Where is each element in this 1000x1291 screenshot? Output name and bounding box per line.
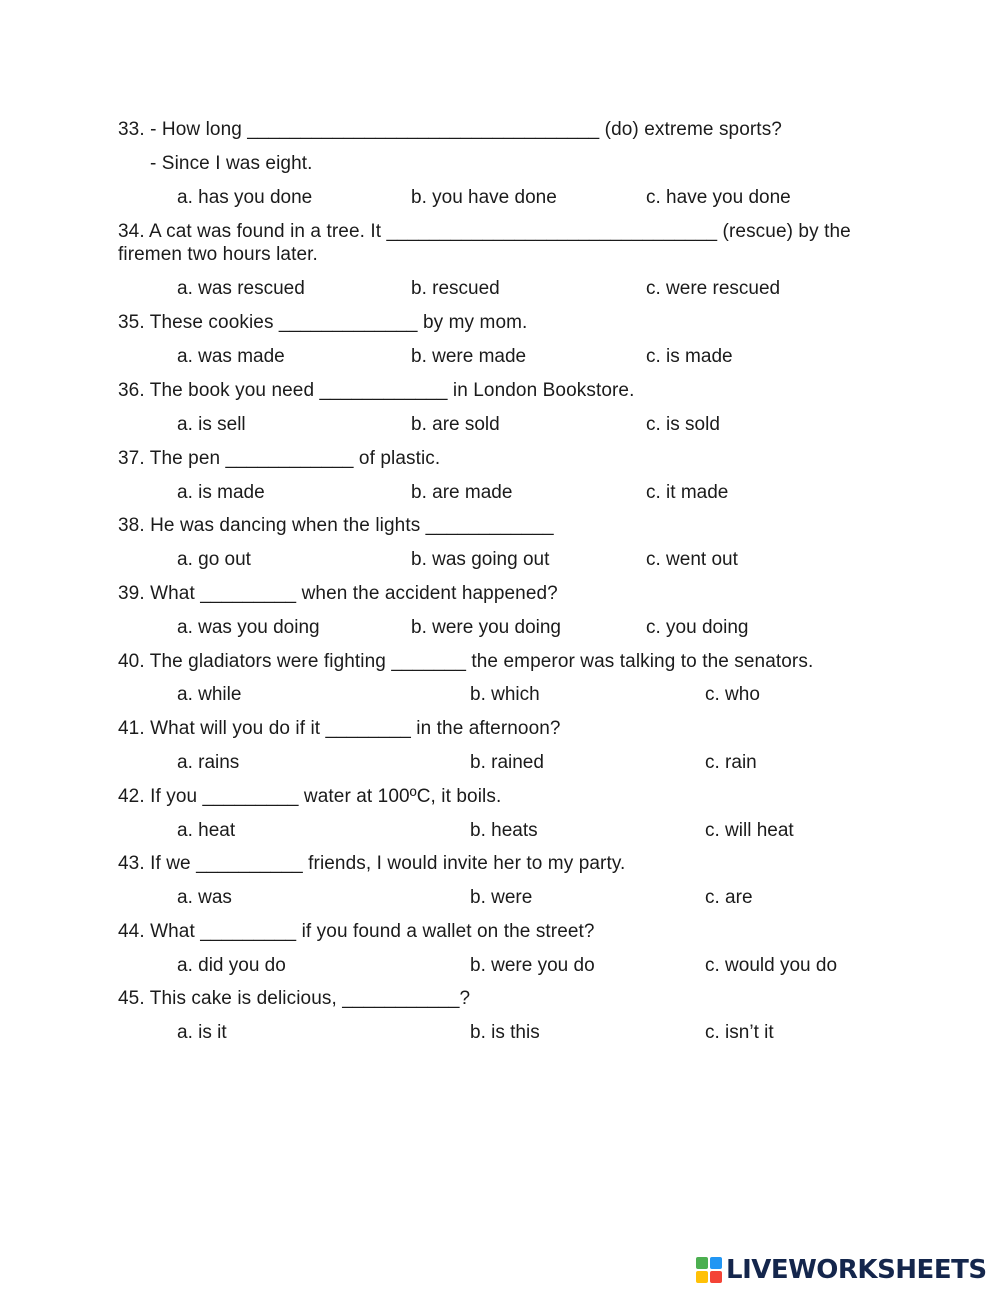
question-44-option-a[interactable]: a. did you do bbox=[177, 955, 286, 976]
question-38-option-c[interactable]: c. went out bbox=[646, 549, 738, 570]
question-37-stem: 37. The pen ____________ of plastic. bbox=[118, 448, 441, 469]
question-36-stem: 36. The book you need ____________ in London Bookstore. bbox=[118, 380, 635, 401]
question-40-option-a[interactable]: a. while bbox=[177, 684, 242, 705]
question-33-stem: 33. - How long _________________________________ (do) extreme sports? bbox=[118, 119, 782, 140]
question-43-option-b[interactable]: b. were bbox=[470, 887, 533, 908]
question-42-option-a[interactable]: a. heat bbox=[177, 820, 236, 841]
question-40-option-c[interactable]: c. who bbox=[705, 684, 760, 705]
question-38-option-b[interactable]: b. was going out bbox=[411, 549, 550, 570]
logo-block-green bbox=[696, 1257, 708, 1269]
liveworksheets-logo-icon bbox=[696, 1257, 722, 1283]
question-45-option-c[interactable]: c. isn’t it bbox=[705, 1022, 774, 1043]
question-36-option-c[interactable]: c. is sold bbox=[646, 414, 720, 435]
question-34-option-b[interactable]: b. rescued bbox=[411, 278, 500, 299]
question-44-option-c[interactable]: c. would you do bbox=[705, 955, 838, 976]
question-34-stem: 34. A cat was found in a tree. It _______________________________ (rescue) by the bbox=[118, 221, 851, 242]
question-34-stem-continued: firemen two hours later. bbox=[118, 244, 318, 265]
logo-block-yellow bbox=[696, 1271, 708, 1283]
question-38-stem: 38. He was dancing when the lights ____________ bbox=[118, 515, 554, 536]
question-33-answer-line: - Since I was eight. bbox=[150, 153, 313, 174]
question-36-option-a[interactable]: a. is sell bbox=[177, 414, 246, 435]
question-40-stem: 40. The gladiators were fighting _______ the emperor was talking to the senators. bbox=[118, 651, 814, 672]
question-38-option-a[interactable]: a. go out bbox=[177, 549, 251, 570]
logo-wordmark: LIVEWORKSHEETS bbox=[726, 1255, 987, 1285]
question-45-option-a[interactable]: a. is it bbox=[177, 1022, 227, 1043]
question-35-option-c[interactable]: c. is made bbox=[646, 346, 733, 367]
question-44-stem: 44. What _________ if you found a wallet on the street? bbox=[118, 921, 595, 942]
question-45-stem: 45. This cake is delicious, ___________? bbox=[118, 988, 471, 1009]
question-33-option-c[interactable]: c. have you done bbox=[646, 187, 791, 208]
question-42-option-b[interactable]: b. heats bbox=[470, 820, 538, 841]
question-41-stem: 41. What will you do if it ________ in the afternoon? bbox=[118, 718, 561, 739]
question-39-option-b[interactable]: b. were you doing bbox=[411, 617, 561, 638]
question-36-option-b[interactable]: b. are sold bbox=[411, 414, 500, 435]
question-41-option-c[interactable]: c. rain bbox=[705, 752, 757, 773]
liveworksheets-logo bbox=[696, 1255, 987, 1285]
question-40-option-b[interactable]: b. which bbox=[470, 684, 540, 705]
question-39-stem: 39. What _________ when the accident happened? bbox=[118, 583, 558, 604]
question-41-option-a[interactable]: a. rains bbox=[177, 752, 240, 773]
question-37-option-a[interactable]: a. is made bbox=[177, 482, 265, 503]
question-33-option-b[interactable]: b. you have done bbox=[411, 187, 557, 208]
logo-block-blue bbox=[710, 1257, 722, 1269]
question-35-stem: 35. These cookies _____________ by my mom. bbox=[118, 312, 528, 333]
question-37-option-c[interactable]: c. it made bbox=[646, 482, 729, 503]
question-39-option-c[interactable]: c. you doing bbox=[646, 617, 749, 638]
question-45-option-b[interactable]: b. is this bbox=[470, 1022, 540, 1043]
question-43-option-a[interactable]: a. was bbox=[177, 887, 232, 908]
question-44-option-b[interactable]: b. were you do bbox=[470, 955, 595, 976]
question-39-option-a[interactable]: a. was you doing bbox=[177, 617, 320, 638]
question-37-option-b[interactable]: b. are made bbox=[411, 482, 513, 503]
question-34-option-a[interactable]: a. was rescued bbox=[177, 278, 305, 299]
logo-block-red bbox=[710, 1271, 722, 1283]
question-41-option-b[interactable]: b. rained bbox=[470, 752, 544, 773]
question-43-stem: 43. If we __________ friends, I would invite her to my party. bbox=[118, 853, 626, 874]
question-42-stem: 42. If you _________ water at 100ºC, it boils. bbox=[118, 786, 502, 807]
question-42-option-c[interactable]: c. will heat bbox=[705, 820, 794, 841]
question-34-option-c[interactable]: c. were rescued bbox=[646, 278, 781, 299]
question-35-option-b[interactable]: b. were made bbox=[411, 346, 527, 367]
question-33-option-a[interactable]: a. has you done bbox=[177, 187, 313, 208]
question-35-option-a[interactable]: a. was made bbox=[177, 346, 285, 367]
question-43-option-c[interactable]: c. are bbox=[705, 887, 753, 908]
